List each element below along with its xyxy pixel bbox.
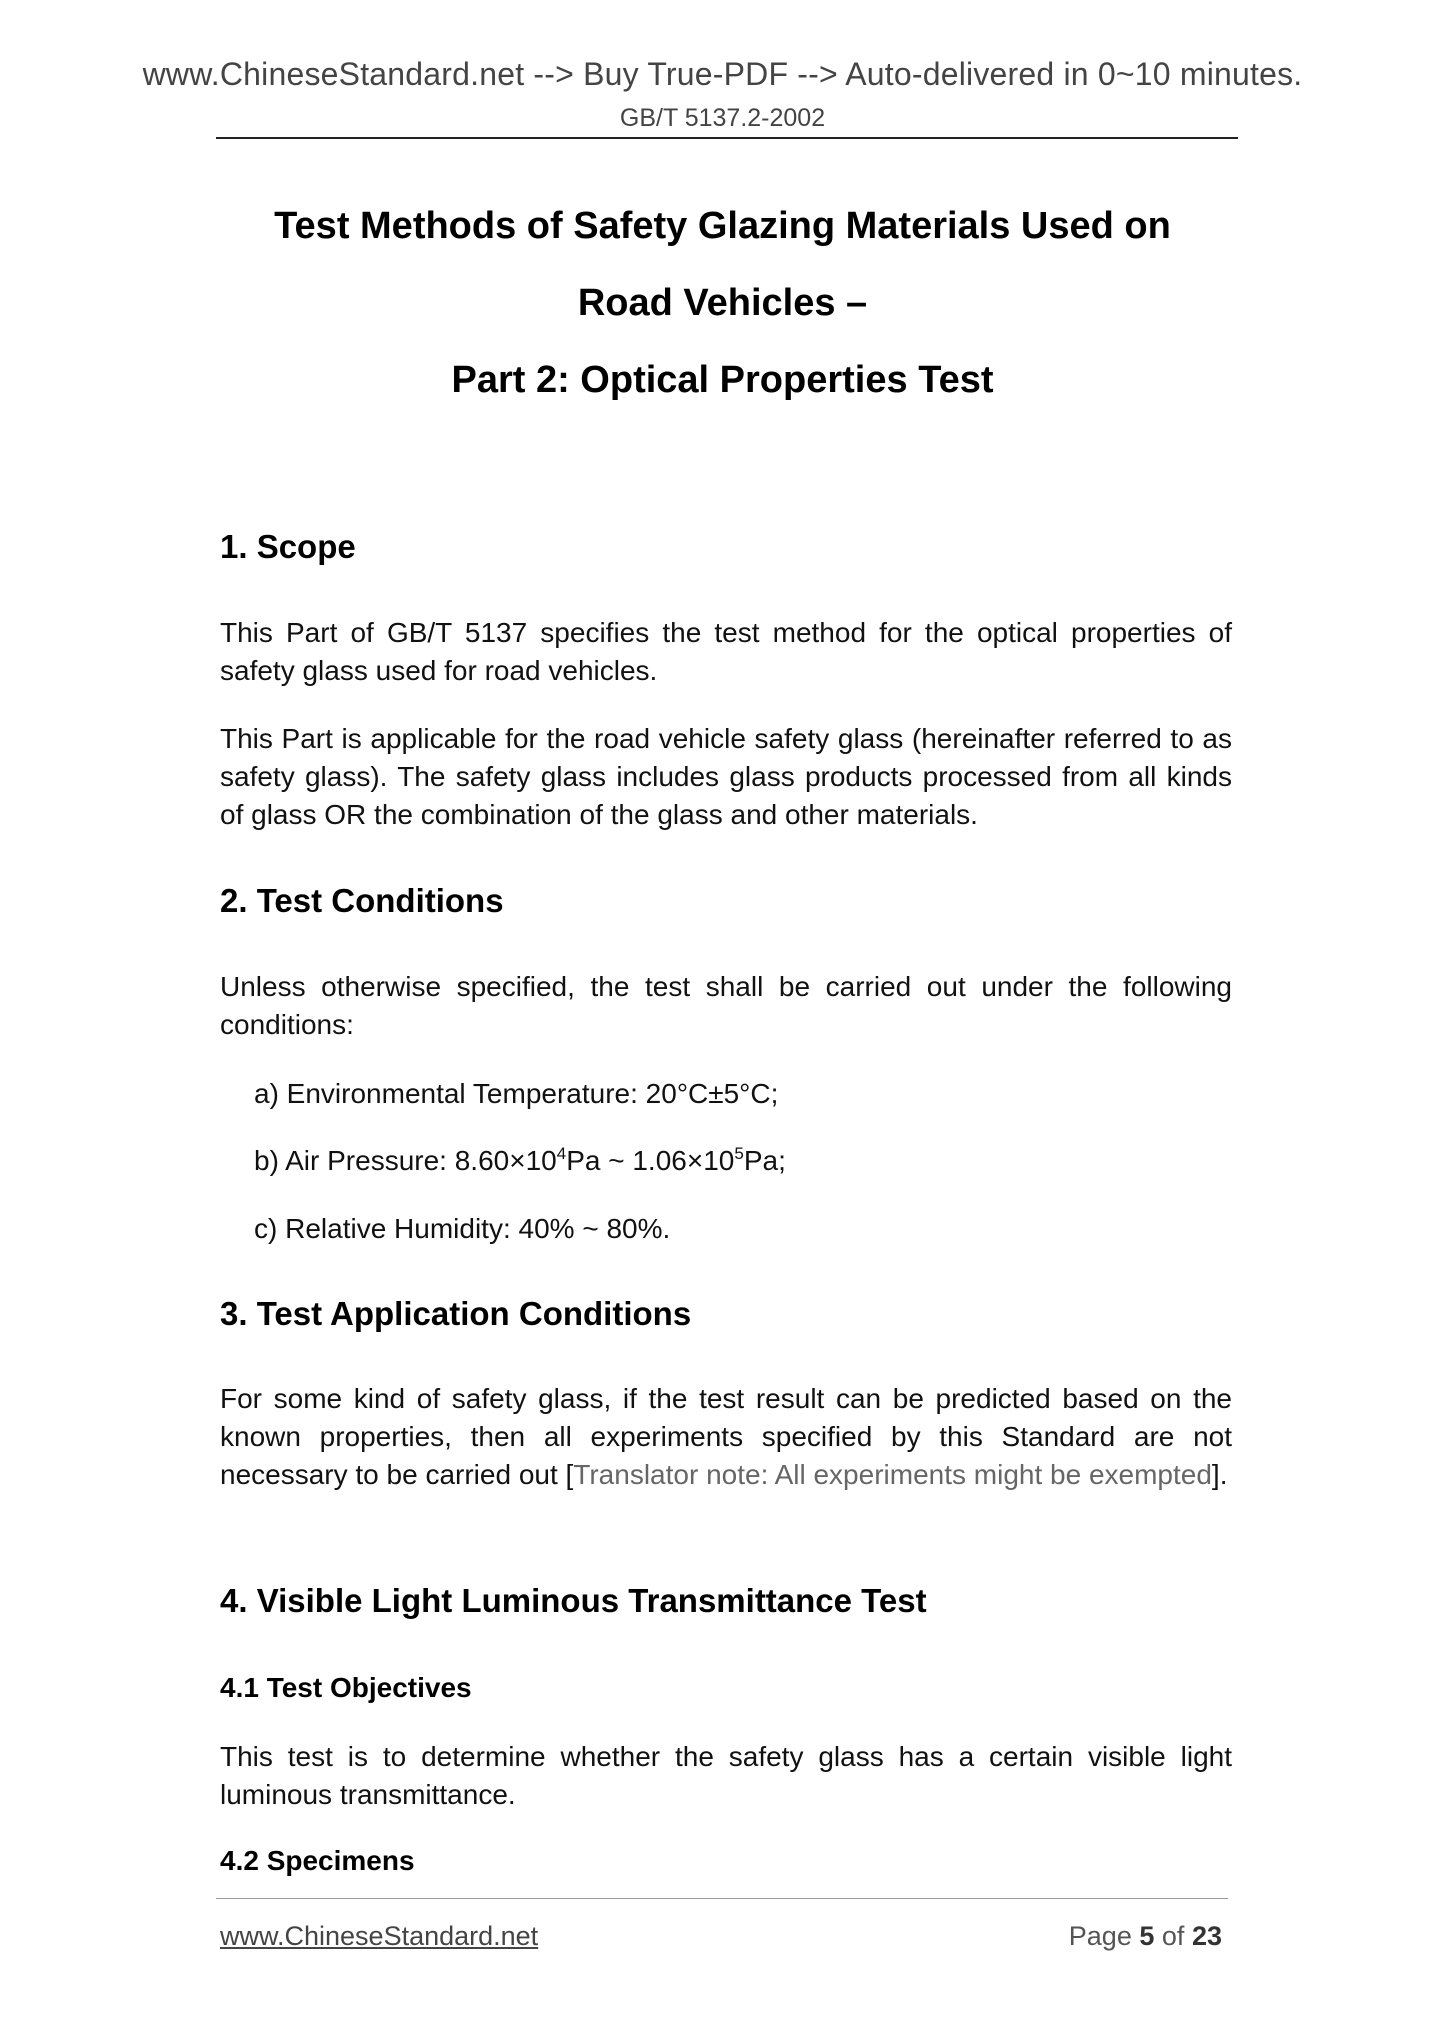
pressure-text-1: b) Air Pressure: 8.60×10 bbox=[254, 1145, 557, 1176]
pressure-exponent-1: 4 bbox=[556, 1143, 567, 1163]
footer-divider bbox=[216, 1898, 1228, 1899]
heading-scope: 1. Scope bbox=[220, 528, 356, 565]
application-text-end: ]. bbox=[1211, 1459, 1228, 1490]
page-current: 5 bbox=[1139, 1921, 1155, 1951]
header-divider bbox=[216, 137, 1238, 139]
standard-code: GB/T 5137.2-2002 bbox=[619, 104, 826, 132]
header-banner: www.ChineseStandard.net --> Buy True-PDF --> Auto-delivered in 0~10 minutes. bbox=[142, 56, 1303, 92]
scope-paragraph-2: This Part is applicable for the road vehicle safety glass (hereinafter referred to as safety glass). The safety glass includes glass products processed from all kinds of glass OR the combination of the glass and other materials. bbox=[220, 723, 1232, 830]
condition-item-humidity: c) Relative Humidity: 40% ~ 80%. bbox=[254, 1213, 671, 1244]
objectives-paragraph: This test is to determine whether the safety glass has a certain visible light luminous transmittance. bbox=[220, 1741, 1232, 1810]
scope-paragraph-1: This Part of GB/T 5137 specifies the test method for the optical properties of safety glass used for road vehicles. bbox=[220, 617, 1232, 686]
pressure-text-2: Pa ~ 1.06×10 bbox=[566, 1145, 735, 1176]
heading-transmittance-test: 4. Visible Light Luminous Transmittance Test bbox=[220, 1582, 927, 1619]
title-line-1: Test Methods of Safety Glazing Materials Used on bbox=[274, 205, 1171, 247]
page-label: Page bbox=[1068, 1921, 1132, 1951]
application-text: For some kind of safety glass, if the test result can be predicted based on the known properties, then all experiments specified by this Standard are not necessary to be carried out [ bbox=[220, 1383, 1232, 1490]
heading-specimens: 4.2 Specimens bbox=[220, 1845, 415, 1876]
heading-test-conditions: 2. Test Conditions bbox=[220, 882, 504, 919]
pressure-exponent-2: 5 bbox=[734, 1143, 744, 1163]
pressure-text-3: Pa; bbox=[743, 1145, 786, 1176]
footer-website-link[interactable]: www.ChineseStandard.net bbox=[220, 1921, 539, 1951]
title-line-2: Road Vehicles – bbox=[577, 282, 868, 324]
page-indicator bbox=[1069, 1921, 1222, 1952]
condition-item-temperature: a) Environmental Temperature: 20°C±5°C; bbox=[254, 1078, 779, 1109]
condition-item-pressure bbox=[254, 1145, 786, 1177]
application-paragraph bbox=[220, 1380, 1232, 1494]
title-line-3: Part 2: Optical Properties Test bbox=[451, 359, 994, 401]
translator-note: Translator note: All experiments might be exempted bbox=[573, 1459, 1212, 1490]
page-of-label: of bbox=[1161, 1921, 1185, 1951]
page-total: 23 bbox=[1191, 1921, 1222, 1951]
heading-test-application: 3. Test Application Conditions bbox=[220, 1295, 692, 1332]
heading-test-objectives: 4.1 Test Objectives bbox=[220, 1672, 472, 1703]
document-title bbox=[0, 188, 1445, 419]
conditions-intro: Unless otherwise specified, the test shall be carried out under the following conditions: bbox=[220, 971, 1232, 1040]
